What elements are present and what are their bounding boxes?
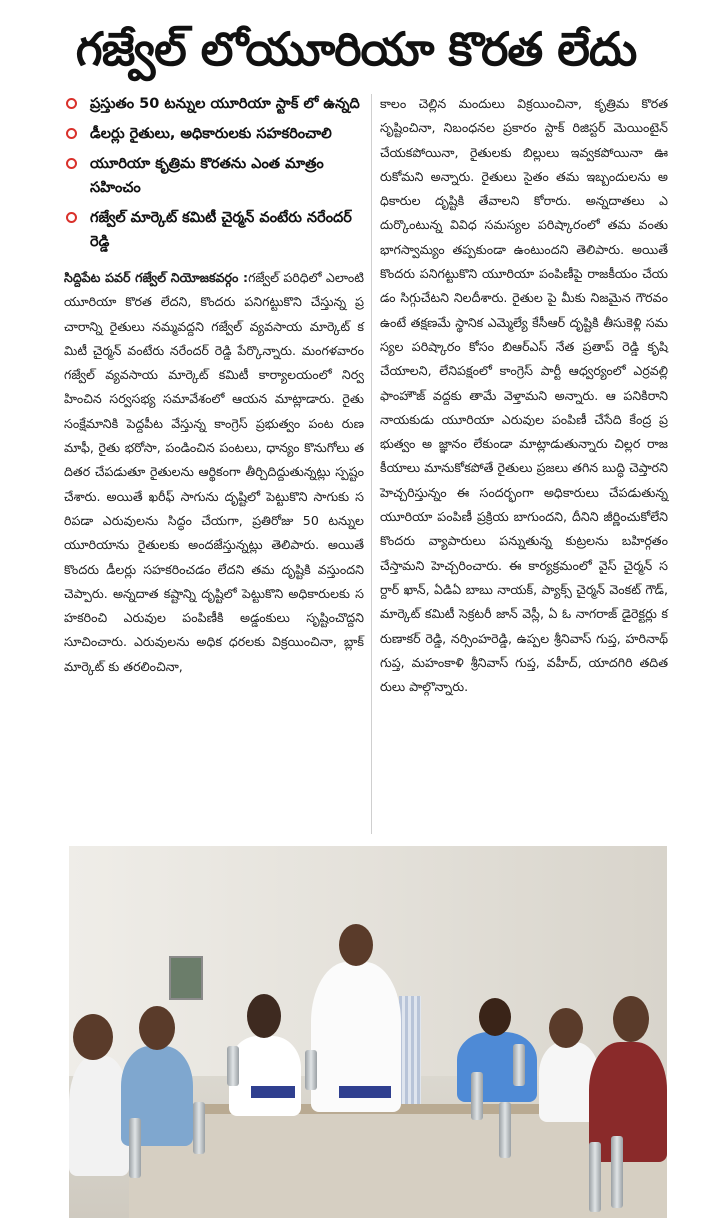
article-body-right: కాలం చెల్లిన మందులు విక్రయించినా, కృత్రిమ కొరత సృష్టించినా, నిబంధనల ప్రకారం స్టాక్ రిజిస్టర్ మెయింటైన్ చేయకపోయినా, రైతులకు బిల్లులు ఇవ్వకపోయినా ఊరుకోమని అన్నారు. రైతులు సైతం తమ ఇబ్బందులను అధికారుల దృష్టికి తేవాలని కోరారు. అన్నదాతలు ఎదుర్కొంటున్న వివిధ సమస్యల పరిష్కారంలో తమ వంతు భాగస్వామ్యం తప్పకుండా ఉంటుందని తెలిపారు. అయితే కొందరు పనిగట్టుకొని యూరియా పంపిణీపై రాజకీయం చేయడం సిగ్గుచేటని నిలదీశారు. రైతుల పై మీకు నిజమైన గౌరవం ఉంటే తక్షణమే స్థానిక ఎమ్మెల్యే కేసీఆర్ దృష్టికి తీసుకెళ్లి సమస్యల పరిష్కారం కోసం బిఆర్ఎస్ నేత ప్రతాప్ రెడ్డి కృషి చేయాలని, లేనిపక్షంలో కాంగ్రెస్ పార్టీ ఆధ్వర్యంలో ఎర్రవల్లి ఫాంహౌజ్ వద్దకు తామే వెళ్తామని అన్నారు. ఆ పనికిరాని నాయకుడు యూరియా ఎరువుల పంపిణీ చేసేది కేంద్ర ప్రభుత్వం అ జ్ఞానం లేకుండా మాట్లాడుతున్నారు చిల్లర రాజకీయాలు మానుకోకపోతే రైతులు ప్రజలు తగిన బుద్ధి చెప్తారని హెచ్చరిస్తున్నం ఈ సందర్భంగా అధికారులు చేపడుతున్న యూరియా పంపిణీ ప్రక్రియ బాగుందని, దీనిని జీర్ణించుకోలేని కొందరు వ్యాపారులు పన్నుతున్న కుట్రలను బహిర్గతం చేస్తామని హెచ్చరించారు. ఈ కార్యక్రమంలో వైస్ చైర్మన్ సర్దార్ ఖాన్, ఏడిఏ బాబు నాయక్, ప్యాక్స్ చైర్మన్ వెంకట్ గౌడ్, మార్కెట్ కమిటీ సెక్రటరీ జాన్ వెస్లీ, ఏ ఓ నాగరాజ్ డైరెక్టర్లు కరుణాకర్ రెడ్డి, నర్సింహరెడ్డి, ఉప్పల శ్రీనివాస్ గుప్త, హరినాథ్ గుప్త, మహంకాళి శ్రీనివాస్ గుప్త, వహీద్, యాదగిరి తదితరులు పాల్గొన్నారు.	[380, 96, 668, 695]
highlight-stock	[64, 92, 364, 116]
photo-head	[613, 996, 649, 1042]
article-text-left: గజ్వేల్ పరిధిలో ఎలాంటి యూరియా కొరత లేదని, కొందరు పనిగట్టుకొని చేస్తున్న ప్రచారాన్ని రైతులు నమ్మవద్దని గజ్వేల్ వ్యవసాయ మార్కెట్ కమిటీ చైర్మన్ వంటేరు నరేందర్ రెడ్డి పేర్కొన్నారు. మంగళవారం గజ్వేల్ వ్యవసాయ మార్కెట్ కమిటీ కార్యాలయంలో నిర్వహించిన సర్వసభ్య సమావేశంలో ఆయన మాట్లాడారు. రైతు సంక్షేమానికి పెద్దపీట వేస్తున్న కాంగ్రెస్ ప్రభుత్వం పంట రుణమాఫీ, రైతు భరోసా, పండించిన పంటలు, ధాన్యం కొనుగోలు తదితర చేపడుతూ రైతులను ఆర్థికంగా తీర్చిదిద్దుతున్నట్లు స్పష్టం చేశారు. అయితే ఖరీఫ్ సాగును దృష్టిలో పెట్టుకొని సాగుకు సరిపడా ఎరువులను సిద్ధం చేయగా, ప్రతిరోజు 50 టన్నుల యూరియాను రైతులకు అందజేస్తున్నట్లు తెలిపారు. అయితే కొందరు డీలర్లు సహకరించడం లేదని తమ దృష్టికి వస్తుందని చెప్పారు. అన్నదాత కష్టాన్ని దృష్టిలో పెట్టుకొని అధికారులకు సహకరించి ఎరువుల పంపిణీకి అడ్డంకులు సృష్టించొద్దని సూచించారు. ఎరువులను అధిక ధరలకు విక్రయించినా, బ్లాక్ మార్కెట్ కు తరలించినా,	[64, 270, 364, 674]
column-divider	[371, 94, 372, 834]
photo-bottle	[611, 1136, 623, 1208]
highlight-text: డీలర్లు రైతులు, అధికారులకు సహకరించాలి	[90, 126, 332, 142]
right-column	[380, 92, 668, 699]
photo-bottle	[589, 1142, 601, 1212]
headline: గజ్వేల్ లోయూరియా కొరత లేదు	[75, 22, 637, 76]
photo-person	[229, 1036, 301, 1116]
photo-person	[69, 1056, 129, 1176]
photo-person	[457, 1032, 537, 1102]
photo-bottle	[129, 1118, 141, 1178]
photo-bottle	[471, 1072, 483, 1120]
bullet-circle-icon	[66, 212, 77, 223]
photo-name-placard	[251, 1086, 295, 1098]
photo-bottle	[513, 1044, 525, 1086]
photo-table	[129, 1114, 667, 1218]
bullet-circle-icon	[66, 98, 77, 109]
left-column	[64, 92, 364, 679]
highlight-text: యూరియా కృత్రిమ కొరతను ఎంత మాత్రం సహించం	[90, 156, 324, 196]
highlight-text: ప్రస్తుతం 50 టన్నుల యూరియా స్టాక్ లో ఉన్నది	[90, 96, 360, 112]
photo-head	[73, 1014, 113, 1060]
photo-head	[247, 994, 281, 1038]
highlight-list	[64, 92, 364, 254]
bullet-circle-icon	[66, 128, 77, 139]
meeting-photo	[69, 846, 667, 1218]
photo-head	[549, 1008, 583, 1048]
photo-bottle	[227, 1046, 239, 1086]
photo-head	[339, 924, 373, 966]
highlight-cooperate	[64, 122, 364, 146]
photo-bottle	[193, 1102, 205, 1154]
article-body-left	[64, 266, 364, 679]
photo-name-placard	[339, 1086, 391, 1098]
highlight-shortage	[64, 152, 364, 200]
photo-wall-frame	[169, 956, 203, 1000]
dateline: సిద్దిపేట పవర్ గజ్వేల్ నియోజకవర్గం :	[64, 270, 249, 285]
photo-curtain	[399, 996, 421, 1116]
photo-head	[139, 1006, 175, 1050]
bullet-circle-icon	[66, 158, 77, 169]
photo-head	[479, 998, 511, 1036]
highlight-text: గజ్వేల్ మార్కెట్ కమిటీ చైర్మన్ వంటేరు నరేందర్ రెడ్డి	[90, 210, 352, 250]
photo-bottle	[305, 1050, 317, 1090]
photo-bottle	[499, 1102, 511, 1158]
highlight-chairman	[64, 206, 364, 254]
